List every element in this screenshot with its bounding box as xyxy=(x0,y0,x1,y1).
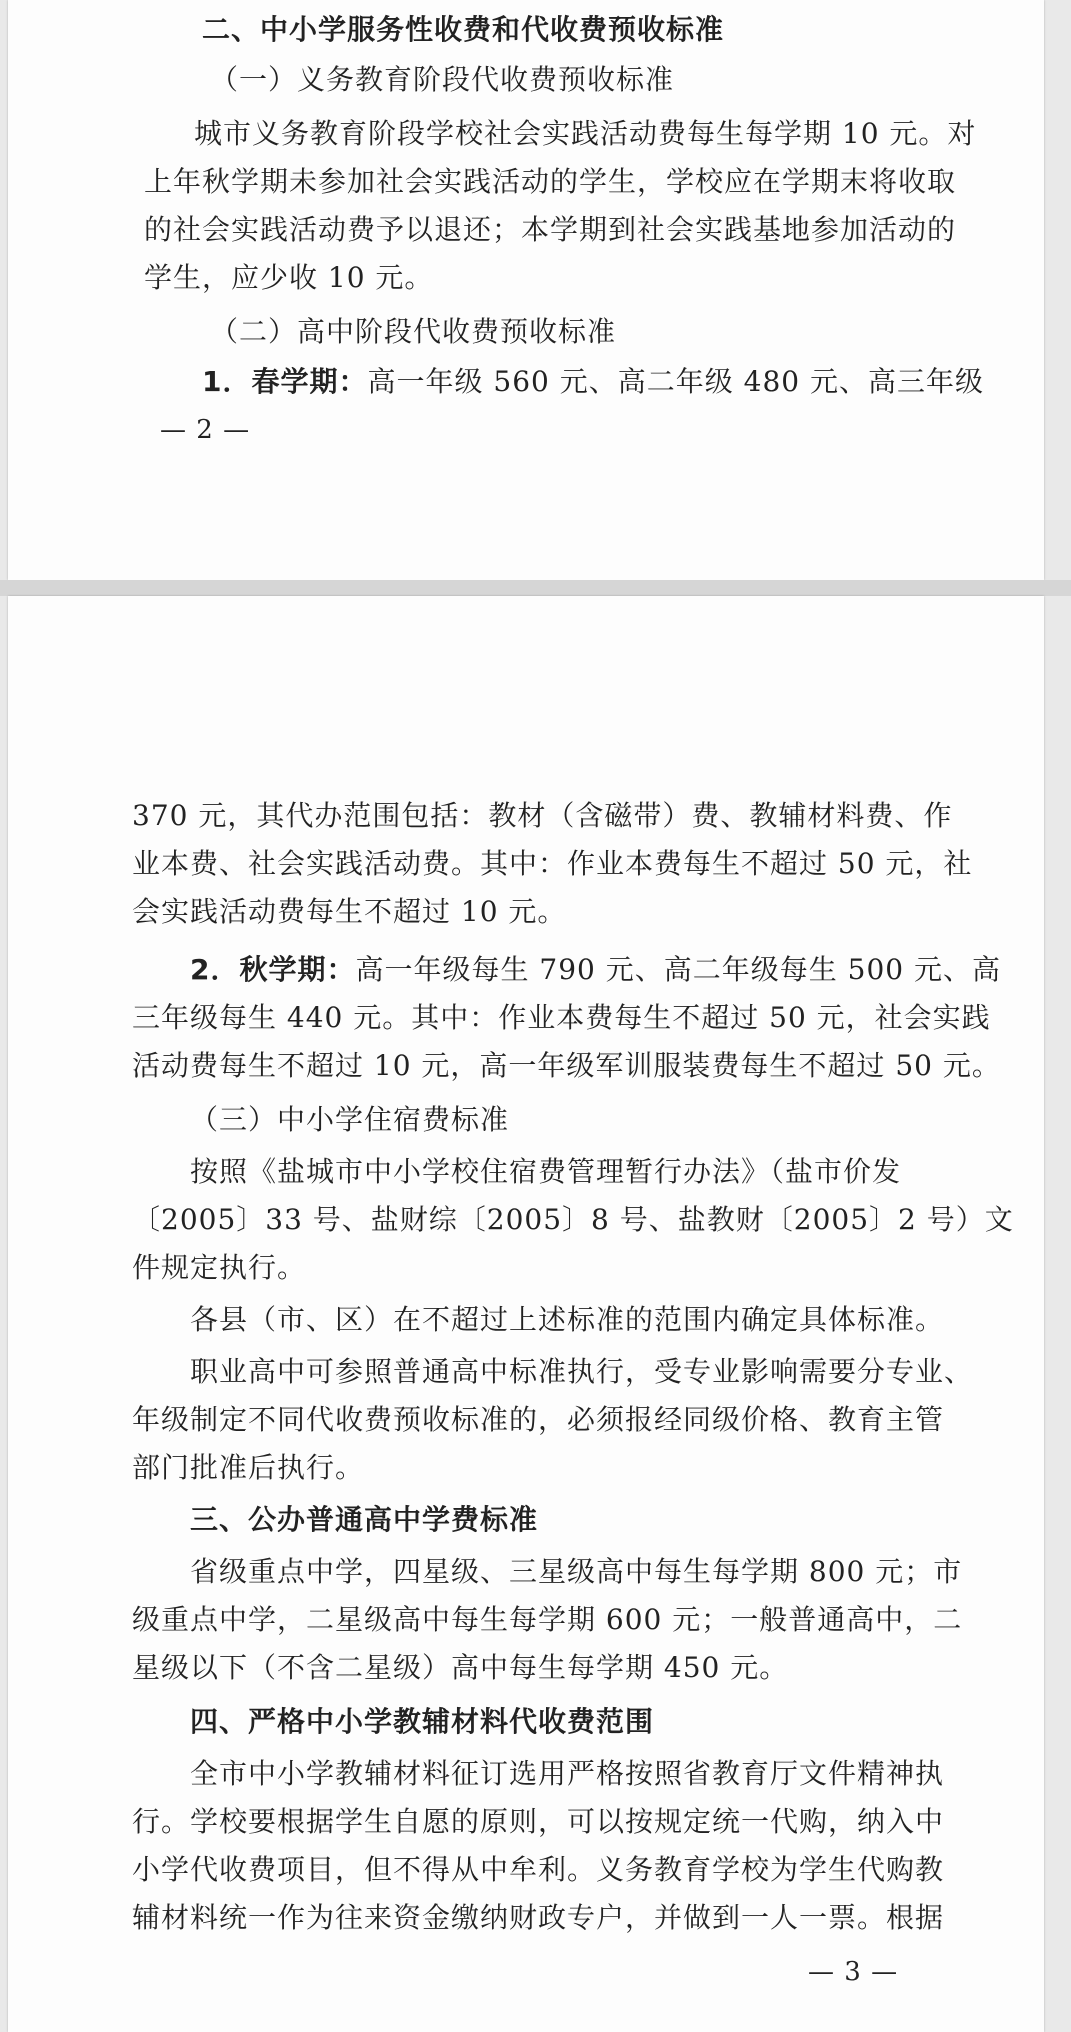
paragraph-line: 星级以下（不含二星级）高中每生每学期 450 元。 xyxy=(132,1651,789,1684)
paragraph-line: 各县（市、区）在不超过上述标准的范围内确定具体标准。 xyxy=(190,1303,945,1336)
section-heading-2: 二、中小学服务性收费和代收费预收标准 xyxy=(202,13,725,46)
paragraph-line: 上年秋学期未参加社会实践活动的学生，学校应在学期末将收取 xyxy=(144,165,957,198)
paragraph-line: 学生，应少收 10 元。 xyxy=(144,261,434,294)
paragraph-line: 活动费每生不超过 10 元，高一年级军训服装费每生不超过 50 元。 xyxy=(132,1049,1001,1082)
paragraph-line: 业本费、社会实践活动费。其中：作业本费每生不超过 50 元，社 xyxy=(132,847,973,880)
paragraph-line: 的社会实践活动费予以退还；本学期到社会实践基地参加活动的 xyxy=(144,213,957,246)
page-separator xyxy=(0,580,1071,596)
paragraph-line: 行。学校要根据学生自愿的原则，可以按规定统一代购，纳入中 xyxy=(132,1805,945,1838)
paragraph-line: 省级重点中学，四星级、三星级高中每生每学期 800 元；市 xyxy=(190,1555,963,1588)
paragraph-line: 年级制定不同代收费预收标准的，必须报经同级价格、教育主管 xyxy=(132,1403,945,1436)
paragraph-line: 370 元，其代办范围包括：教材（含磁带）费、教辅材料费、作 xyxy=(132,799,953,832)
paragraph-line: 职业高中可参照普通高中标准执行，受专业影响需要分专业、 xyxy=(190,1355,974,1388)
document-page-3 xyxy=(8,596,1044,2032)
paragraph-line: 小学代收费项目，但不得从中牟利。义务教育学校为学生代购教 xyxy=(132,1853,945,1886)
section-heading-3: 三、公办普通高中学费标准 xyxy=(190,1503,539,1536)
item-1-text: 高一年级 560 元、高二年级 480 元、高三年级 xyxy=(367,365,984,398)
paragraph-line: 全市中小学教辅材料征订选用严格按照省教育厅文件精神执 xyxy=(190,1757,945,1790)
paragraph-line: 辅材料统一作为往来资金缴纳财政专户，并做到一人一票。根据 xyxy=(132,1901,945,1934)
paragraph-line: 件规定执行。 xyxy=(132,1251,307,1284)
paragraph-line: 〔2005〕33 号、盐财综〔2005〕8 号、盐教财〔2005〕2 号）文 xyxy=(132,1203,1014,1236)
paragraph-line: 级重点中学，二星级高中每生每学期 600 元；一般普通高中，二 xyxy=(132,1603,963,1636)
document-page-2 xyxy=(8,0,1044,580)
item-1-line xyxy=(202,362,984,402)
paragraph-line: 按照《盐城市中小学校住宿费管理暂行办法》（盐市价发 xyxy=(190,1155,902,1188)
paragraph-line: 三年级每生 440 元。其中：作业本费每生不超过 50 元，社会实践 xyxy=(132,1001,991,1034)
subheading-3: （三）中小学住宿费标准 xyxy=(190,1103,510,1136)
item-2-text: 高一年级每生 790 元、高二年级每生 500 元、高 xyxy=(355,953,1001,986)
subheading-2: （二）高中阶段代收费预收标准 xyxy=(210,315,617,348)
item-2-label: 2．秋学期： xyxy=(190,953,356,986)
section-heading-4: 四、严格中小学教辅材料代收费范围 xyxy=(190,1705,655,1738)
paragraph-line: 城市义务教育阶段学校社会实践活动费每生每学期 10 元。对 xyxy=(194,117,977,150)
page-number: — 3 — xyxy=(808,1957,899,1987)
subheading-1: （一）义务教育阶段代收费预收标准 xyxy=(210,63,675,96)
page-number: — 2 — xyxy=(160,415,251,445)
paragraph-line: 部门批准后执行。 xyxy=(132,1451,365,1484)
paragraph-line: 会实践活动费每生不超过 10 元。 xyxy=(132,895,567,928)
item-1-label: 1．春学期： xyxy=(202,365,368,398)
item-2-line xyxy=(190,950,1001,990)
